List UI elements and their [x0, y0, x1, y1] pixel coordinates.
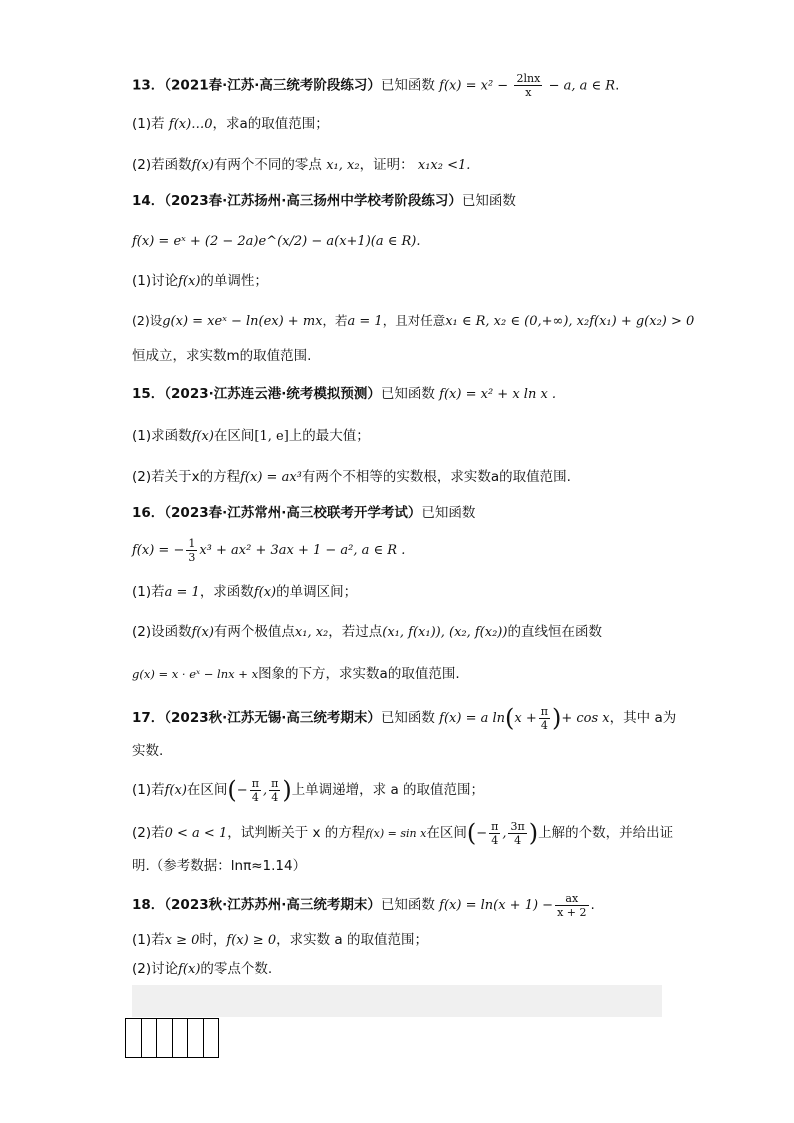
answer-area-bar — [132, 985, 662, 1017]
q13-header-line: 13．（2021春·江苏·高三统考阶段练习）已知函数 f(x) = x² − $\frac{2\ln x}{x}$ − a, a ∈ R. — [132, 72, 620, 99]
q14-part1: (1)讨论f(x)的单调性； — [132, 273, 268, 289]
box-grid — [125, 1018, 219, 1058]
q16-function: f(x) = − $\frac{1}{3}$ x³ + ax² + 3ax + 1 − a², a ∈ R . — [132, 536, 406, 564]
q17-header-cont: 实数. — [132, 743, 164, 759]
grid-cell — [188, 1018, 204, 1058]
q18-header: 18．（2023秋·江苏苏州·高三统考期末） — [132, 897, 381, 913]
q15-part2: (2)若关于x的方程f(x) = ax³有两个不相等的实数根，求实数a的取值范围. — [132, 469, 571, 485]
q15-part1: (1)求函数f(x)在区间[1, e]上的最大值； — [132, 428, 370, 444]
grid-cell — [204, 1018, 220, 1058]
q17-part2: (2)若0 < a < 1，试判断关于 x 的方程f(x) = sin x在区间(− $\frac{\pi}{4}$ , $\frac{3\pi}{4}$ )上解的个数，并给出证 — [132, 819, 674, 847]
grid-cell — [142, 1018, 158, 1058]
q15-header: 15．（2023·江苏连云港·统考模拟预测） — [132, 386, 381, 402]
q17-part2-cont: 明.（参考数据：lnπ≈1.14） — [132, 858, 307, 874]
q17-header: 17．（2023秋·江苏无锡·高三统考期末） — [132, 710, 381, 726]
q16-header: 16．（2023春·江苏常州·高三校联考开学考试） — [132, 505, 422, 521]
q16-part2-cont: g(x) = x · eˣ − lnx + x图象的下方，求实数a的取值范围. — [132, 666, 460, 682]
q13-part1: (1)若 f(x)…0，求a的取值范围； — [132, 116, 329, 132]
q16-part2: (2)设函数f(x)有两个极值点x₁, x₂，若过点(x₁, f(x₁)), (x₂, f(x₂))的直线恒在函数 — [132, 624, 602, 640]
q16-header-line: 16．（2023春·江苏常州·高三校联考开学考试）已知函数 — [132, 505, 476, 521]
q16-part1: (1)若a = 1，求函数f(x)的单调区间； — [132, 584, 358, 600]
q14-part2: (2)设g(x) = xeˣ − ln(ex) + mx，若a = 1，且对任意x₁ ∈ R, x₂ ∈ (0,+∞), x₂f(x₁) + g(x₂) > 0 — [132, 313, 695, 329]
q18-part2: (2)讨论f(x)的零点个数. — [132, 961, 273, 977]
q14-function: f(x) = eˣ + (2 − 2a)e^(x/2) − a(x+1)(a ∈ R). — [132, 234, 421, 249]
grid-cell — [126, 1018, 142, 1058]
q13-part2: (2)若函数f(x)有两个不同的零点 x₁, x₂，证明： x₁x₂ <1. — [132, 157, 471, 173]
grid-cell — [173, 1018, 189, 1058]
q17-header-line: 17．（2023秋·江苏无锡·高三统考期末）已知函数 f(x) = a ln(x + $\frac{\pi}{4}$ )+ cos x，其中 a为 — [132, 704, 677, 732]
q14-header: 14．（2023春·江苏扬州·高三扬州中学校考阶段练习） — [132, 193, 462, 209]
q17-part1: (1)若f(x)在区间(− $\frac{\pi}{4}$ , $\frac{\pi}{4}$ )上单调递增，求 a 的取值范围； — [132, 776, 485, 804]
q14-part2-cont: 恒成立，求实数m的取值范围. — [132, 348, 312, 364]
q14-header-line: 14．（2023春·江苏扬州·高三扬州中学校考阶段练习）已知函数 — [132, 193, 516, 209]
grid-cell — [157, 1018, 173, 1058]
q15-header-line: 15．（2023·江苏连云港·统考模拟预测）已知函数 f(x) = x² + x ln x . — [132, 386, 557, 402]
q13-header: 13．（2021春·江苏·高三统考阶段练习） — [132, 77, 381, 94]
q13-fraction: $\frac{2\ln x}{x}$ — [516, 72, 541, 99]
q18-part1: (1)若x ≥ 0时，f(x) ≥ 0，求实数 a 的取值范围； — [132, 932, 428, 948]
q18-header-line: 18．（2023秋·江苏苏州·高三统考期末）已知函数 f(x) = ln(x + 1) − $\frac{ax}{x + 2}$ . — [132, 891, 595, 919]
